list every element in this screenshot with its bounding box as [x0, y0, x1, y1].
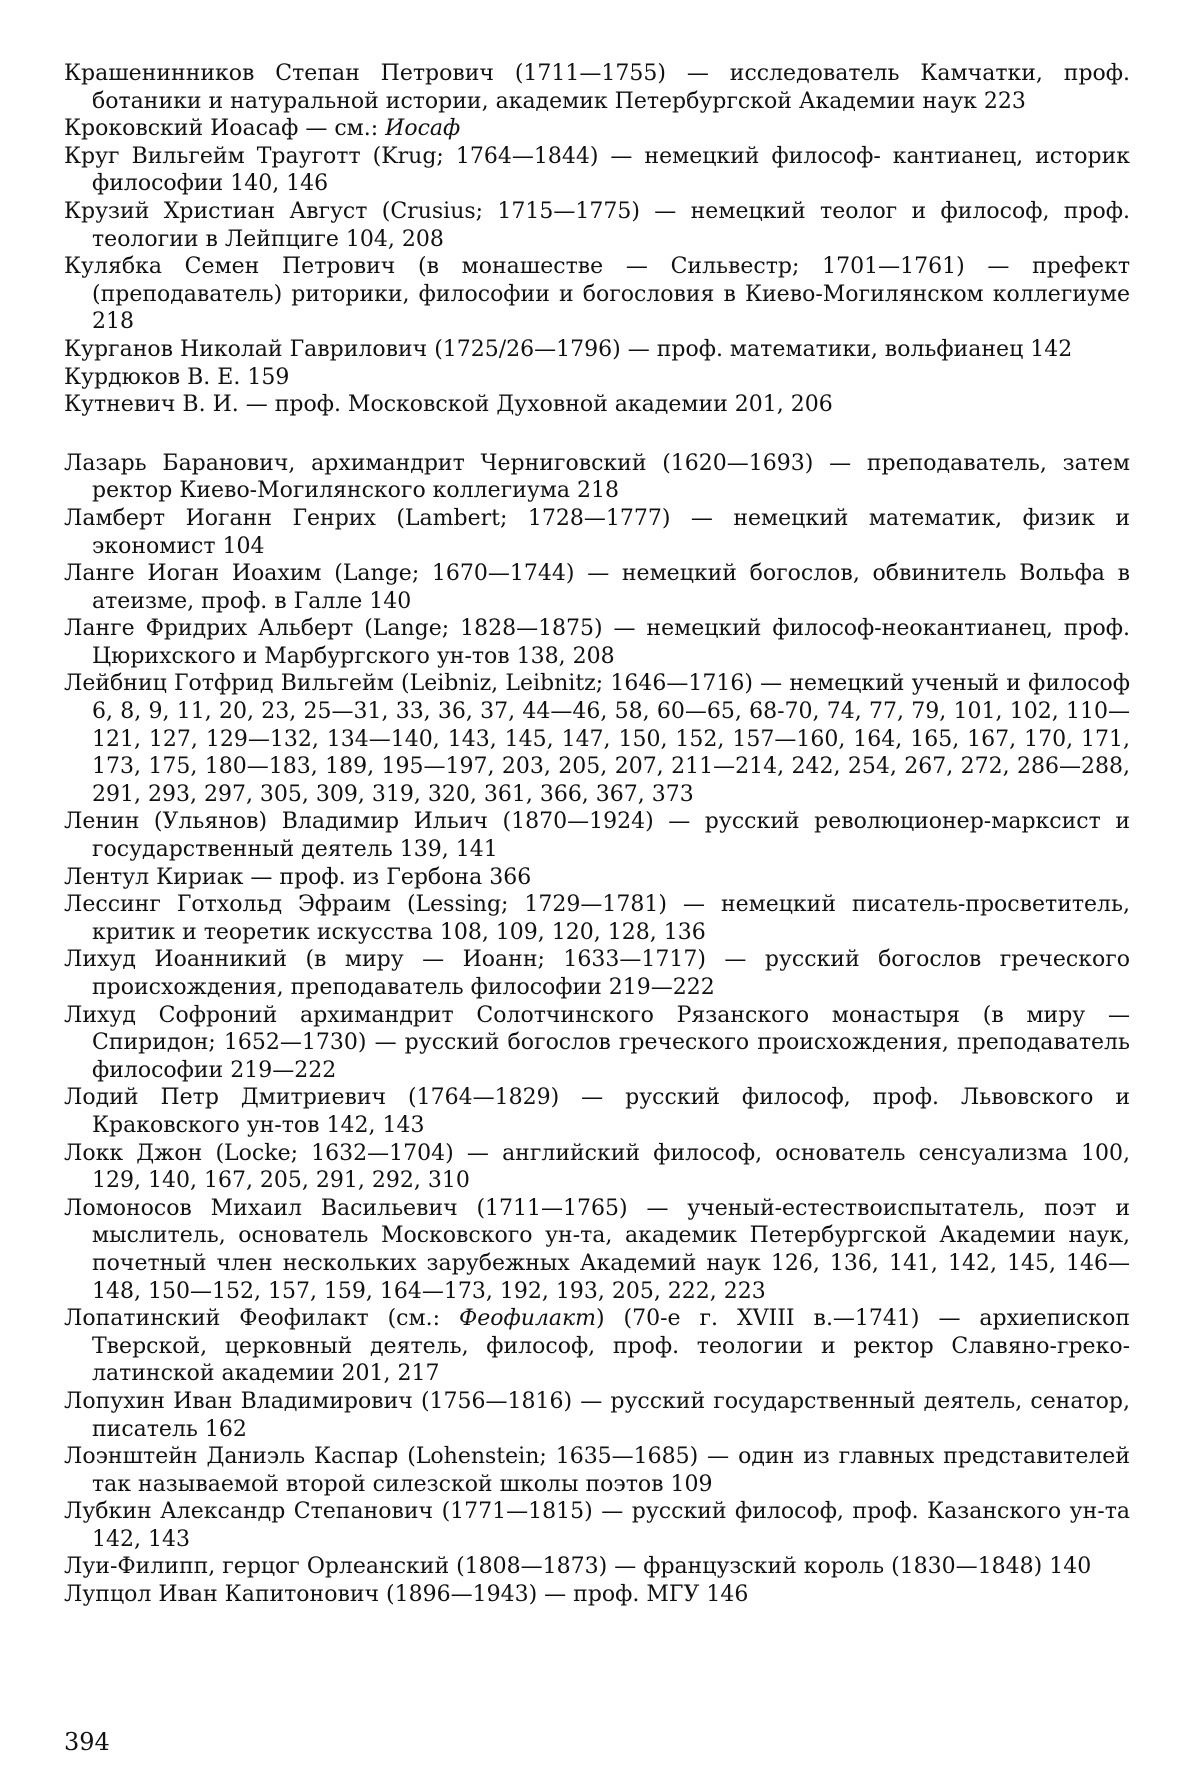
index-entry: Ленин (Ульянов) Владимир Ильич (1870—1924) — русский революционер-марксист и государственный деятель 139, 141 — [64, 809, 1130, 863]
index-entry: Лихуд Иоанникий (в миру — Иоанн; 1633—1717) — русский богослов греческого происхождения, преподаватель философии 219—222 — [64, 947, 1130, 1000]
index-entry: Лодий Петр Дмитриевич (1764—1829) — русский философ, проф. Львовского и Краковского ун-тов 142, 143 — [64, 1085, 1130, 1138]
index-entry: Лейбниц Готфрид Вильгейм (Leibniz, Leibnitz; 1646—1716) — немецкий ученый и философ 6, 8, 9, 11, 20, 23, 25—31, 33, 36, 37, 44—46, 58, 60—65, 68-70, 74, 77, 79, 101, 102, 110—121, 127, 129—132, 134—140, 143, 145, 147, 150, 152, 157—160, 164, 165, 167, 170, 171, 173, 175, 180—183, 189, 195—197, 203, 205, 207, 211—214, 242, 254, 267, 272, 286—288, 291, 293, 297, 305, 309, 319, 320, 361, 366, 367, 373 — [64, 671, 1130, 807]
cross-reference: Иосаф — [385, 116, 461, 142]
cross-reference: Феофилакт — [458, 1306, 597, 1332]
index-entry: Лоэнштейн Даниэль Каспар (Lohenstein; 1635—1685) — один из главных представителей так называемой второй силезской школы поэтов 109 — [64, 1444, 1130, 1497]
index-entry: Курганов Николай Гаврилович (1725/26—1796) — проф. математики, вольфианец 142 — [64, 336, 1073, 362]
index-entry: Ланге Иоган Иоахим (Lange; 1670—1744) — немецкий богослов, обвинитель Вольфа в атеизме, проф. в Галле 140 — [64, 561, 1130, 614]
index-entry: Кроковский Иоасаф — см.: Иосаф — [64, 116, 461, 142]
index-page — [64, 60, 1130, 1609]
index-entry: Лентул Кириак — проф. из Гербона 366 — [64, 864, 532, 890]
index-entry: Крузий Христиан Август (Crusius; 1715—1775) — немецкий теолог и философ, проф. теологии в Лейпциге 104, 208 — [64, 198, 1130, 252]
index-entry: Луи-Филипп, герцог Орлеанский (1808—1873) — французский король (1830—1848) 140 — [64, 1554, 1092, 1580]
index-entry: Курдюков В. Е. 159 — [64, 364, 290, 390]
index-entry: Лопатинский Феофилакт (см.: Феофилакт) (70-е г. XVIII в.—1741) — архиепископ Тверской, церковный деятель, философ, проф. теологии и ректор Славяно-греко-латинской академии 201, 217 — [64, 1306, 1130, 1387]
index-entry: Кутневич В. И. — проф. Московской Духовной академии 201, 206 — [64, 392, 833, 418]
index-entry: Лубкин Александр Степанович (1771—1815) — русский философ, проф. Казанского ун-та 142, 143 — [64, 1499, 1130, 1552]
index-entry: Лупцол Иван Капитонович (1896—1943) — проф. МГУ 146 — [64, 1582, 749, 1608]
index-entry: Круг Вильгейм Трауготт (Krug; 1764—1844) — немецкий философ- кантианец, историк философии 140, 146 — [64, 143, 1130, 197]
index-entry: Лопухин Иван Владимирович (1756—1816) — русский государственный деятель, сенатор, писатель 162 — [64, 1388, 1130, 1442]
index-entry: Кулябка Семен Петрович (в монашестве — Сильвестр; 1701—1761) — префект (преподаватель) риторики, философии и богословия в Киево-Могилянском коллегиуме 218 — [64, 254, 1130, 335]
index-entry: Ломоносов Михаил Васильевич (1711—1765) — ученый-естествоиспытатель, поэт и мыслитель, основатель Московского ун-та, академик Петербургской Академии наук, почетный член нескольких зарубежных Академий наук 126, 136, 141, 142, 145, 146—148, 150—152, 157, 159, 164—173, 192, 193, 205, 222, 223 — [64, 1195, 1130, 1304]
index-entry: Ланге Фридрих Альберт (Lange; 1828—1875) — немецкий философ-неокантианец, проф. Цюрихского и Марбургского ун-тов 138, 208 — [64, 616, 1130, 669]
page-number: 394 — [64, 1728, 110, 1756]
index-entry: Лазарь Баранович, архимандрит Черниговский (1620—1693) — преподаватель, затем ректор Киево-Могилянского коллегиума 218 — [64, 450, 1130, 504]
index-entry: Локк Джон (Locke; 1632—1704) — английский философ, основатель сенсуализма 100, 129, 140, 167, 205, 291, 292, 310 — [64, 1140, 1130, 1194]
index-entry: Лихуд Софроний архимандрит Солотчинского Рязанского монастыря (в миру — Спиридон; 1652—1730) — русский богослов греческого происхождения, преподаватель философии 219—222 — [64, 1002, 1130, 1083]
letter-section-gap — [64, 419, 1130, 450]
index-entry: Лессинг Готхольд Эфраим (Lessing; 1729—1781) — немецкий писатель-просветитель, критик и теоретик искусства 108, 109, 120, 128, 136 — [64, 892, 1130, 945]
index-entry: Крашенинников Степан Петрович (1711—1755) — исследователь Камчатки, проф. ботаники и натуральной истории, академик Петербургской Академии наук 223 — [64, 61, 1130, 114]
index-entry: Ламберт Иоганн Генрих (Lambert; 1728—1777) — немецкий математик, физик и экономист 104 — [64, 505, 1130, 559]
